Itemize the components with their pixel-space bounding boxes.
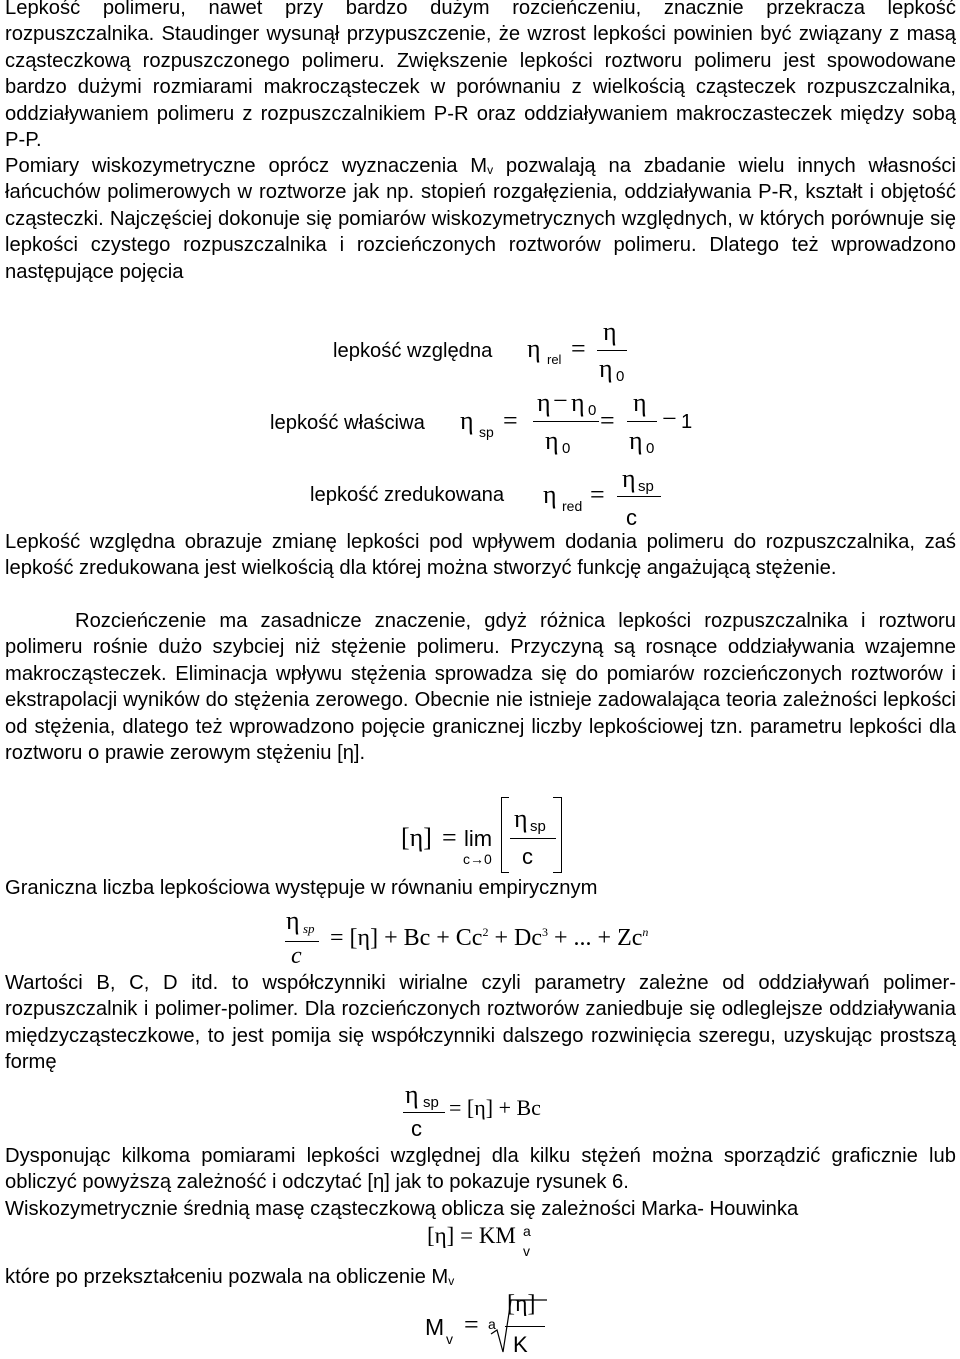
mv-symbol: M	[425, 1314, 445, 1340]
eta-symbol: η	[460, 406, 474, 435]
paragraph-measurements-a: Pomiary wiskozymetryczne oprócz wyznaczenia M	[5, 155, 488, 177]
paragraph-transform	[5, 1264, 956, 1290]
subscript-sp: sp	[479, 424, 494, 440]
fraction-bar	[403, 1112, 445, 1113]
subscript-rel: rel	[547, 352, 562, 367]
equals-sign: =	[442, 823, 457, 852]
subscript-zero: 0	[562, 440, 571, 457]
power-n: n	[642, 925, 649, 939]
subscript-zero: 0	[588, 402, 597, 419]
numerator-eta: η	[514, 804, 528, 833]
subscript-sp: sp	[638, 478, 654, 495]
equals-sign: =	[590, 480, 605, 509]
left-bracket-top	[501, 797, 509, 798]
right-bracket	[561, 797, 562, 873]
subscript-zero: 0	[646, 440, 655, 457]
right-bracket-top	[553, 797, 561, 798]
fraction-bar	[285, 941, 319, 942]
fraction-bar	[597, 350, 627, 351]
paragraph-mark-houwink: Wiskozymetrycznie średnią masę cząsteczkową oblicza się zależności Marka- Houwinka	[5, 1198, 799, 1220]
series-term-z: + ... + Zc	[548, 925, 643, 951]
subscript-zero: 0	[616, 368, 625, 385]
fraction-bar	[617, 496, 661, 497]
mark-houwink-lhs: [η] = KM	[427, 1223, 516, 1248]
numerator-eta-zero: η	[571, 388, 585, 417]
numerator-intrinsic: [η]	[507, 1291, 536, 1317]
paragraph-dilution: Rozcieńczenie ma zasadnicze znaczenie, gdyż różnica lepkości rozpuszczalnika i roztworu polimeru rośnie dużo szybciej niż stężenie polimeru. Przyczyną są rosnące oddziaływania wzajemne makrocząsteczek. Eliminacja wpływu stężenia sprowadza się do pomiarów rozcieńczonych roztworów i ekstrapolacji wyników do stężenia zerowego. Obecnie nie istnieje zadowalająca teoria zależności lepkości od stężenia, dlatego też wprowadzono pojęcie granicznej liczby lepkościowej tzn. parametru lepkości dla roztworu o prawie zerowym stężeniu [η].	[5, 610, 956, 765]
exponent-a: a	[523, 1223, 531, 1239]
minus-sign: −	[553, 386, 568, 415]
fraction-bar	[510, 838, 556, 839]
denominator-c: c	[411, 1116, 422, 1141]
limit-operator: lim	[464, 826, 493, 851]
paragraph-measurements-b: pozwalają na zbadanie wielu innych własności łańcuchów polimerowych w roztworze jak np. stopień rozgałęzienia, oddziaływania P-R, kształt i objętość cząsteczki. Najczęściej dokonuje się pomiarów wiskozymetrycznych względnych, w których porównuje się lepkości czystego rozpuszczalnika i rozcieńczonych roztworów polimeru. Dlatego też wprowadzono następujące pojęcia	[5, 155, 956, 283]
paragraph-measurements	[5, 153, 956, 285]
label-reduced-viscosity: lepkość zredukowana	[310, 484, 505, 506]
fraction-bar	[505, 1326, 545, 1327]
left-bracket	[501, 797, 502, 873]
numerator-eta: η	[286, 906, 300, 935]
label-specific-viscosity: lepkość właściwa	[270, 412, 425, 434]
denominator-eta: η	[545, 426, 559, 455]
eta-symbol: η	[527, 334, 541, 363]
denominator-eta: η	[599, 354, 613, 383]
numerator-eta: η	[537, 388, 551, 417]
left-bracket-bottom	[501, 872, 509, 873]
mv-subscript: v	[487, 163, 494, 177]
paragraph-transform-text: które po przekształceniu pozwala na obliczenie M	[5, 1266, 449, 1288]
subscript-sp: sp	[303, 921, 315, 936]
right-bracket-bottom	[553, 872, 561, 873]
limit-subscript: c→0	[463, 851, 492, 867]
subscript-v: v	[446, 1331, 453, 1347]
minus-sign: −	[662, 404, 677, 433]
series-term-d: + Dc	[488, 925, 542, 951]
denominator-c: c	[626, 505, 637, 530]
equals-sign: =	[503, 406, 518, 435]
denominator-c: c	[291, 943, 302, 969]
equals-sign: =	[464, 1310, 479, 1339]
numerator-eta: η	[633, 388, 647, 417]
eta-symbol: η	[543, 480, 557, 509]
equals-sign: =	[571, 334, 586, 363]
paragraph-relative-explanation: Lepkość względna obrazuje zmianę lepkości pod wpływem dodania polimeru do rozpuszczalnika, zaś lepkość zredukowana jest wielkością dla której można stworzyć funkcję angażującą stężenie.	[5, 531, 956, 580]
numerator-eta: η	[405, 1080, 419, 1109]
denominator-eta: η	[629, 426, 643, 455]
power-two: 2	[482, 925, 489, 939]
intrinsic-viscosity-symbol: [η]	[401, 823, 432, 852]
power-three: 3	[542, 925, 548, 939]
denominator-c: c	[522, 844, 533, 869]
paragraph-graphical: Dysponując kilkoma pomiarami lepkości względnej dla kilku stężeń można sporządzić graficznie lub obliczyć powyższą zależność i odczytać [η] jak to pokazuje rysunek 6.	[5, 1145, 956, 1194]
label-relative-viscosity: lepkość względna	[333, 340, 493, 362]
linear-rhs: = [η] + Bc	[449, 1095, 541, 1120]
paragraph-intro: Lepkość polimeru, nawet przy bardzo dużym rozcieńczeniu, znacznie przekracza lepkość rozpuszczalnika. Staudinger wysunął przypuszczenie, że wzrost lepkości powinien być związany z masą cząsteczkową rozpuszczonego polimeru. Zwiększenie lepkości roztworu polimeru jest spowodowane bardzo dużymi rozmiarami makrocząsteczek w porównaniu z wielkością cząsteczek rozpuszczalnika, oddziaływaniem polimeru z rozpuszczalnikiem P-R oraz oddziaływaniem makroczasteczek między sobą P-P.	[5, 0, 956, 152]
denominator-k: K	[513, 1332, 528, 1357]
series-terms: = [η] + Bc + Cc	[330, 925, 483, 951]
fraction-bar	[533, 421, 599, 422]
root-index-a: a	[488, 1316, 496, 1332]
subscript-sp: sp	[423, 1094, 439, 1111]
equals-sign: =	[600, 406, 615, 435]
subscript-v: v	[523, 1243, 530, 1259]
paragraph-virial: Wartości B, C, D itd. to współczynniki wirialne czyli parametry zależne od oddziaływań polimer-rozpuszczalnik i polimer-polimer. Dla rozcieńczonych roztworów zaniedbuje się odleglejsze oddziaływania międzycząsteczkowe, to jest pomija się współczynniki dalszego rozwinięcia szeregu, uzyskując prostszą formę	[5, 972, 956, 1074]
number-one: 1	[681, 411, 693, 433]
numerator-eta: η	[603, 317, 617, 346]
numerator-eta: η	[622, 464, 636, 493]
fraction-bar	[627, 421, 657, 422]
mv-subscript: v	[448, 1274, 455, 1288]
subscript-sp: sp	[530, 818, 546, 835]
series-rhs	[330, 925, 648, 952]
subscript-red: red	[562, 498, 583, 514]
paragraph-empirical: Graniczna liczba lepkościowa występuje w równaniu empirycznym	[5, 877, 598, 899]
